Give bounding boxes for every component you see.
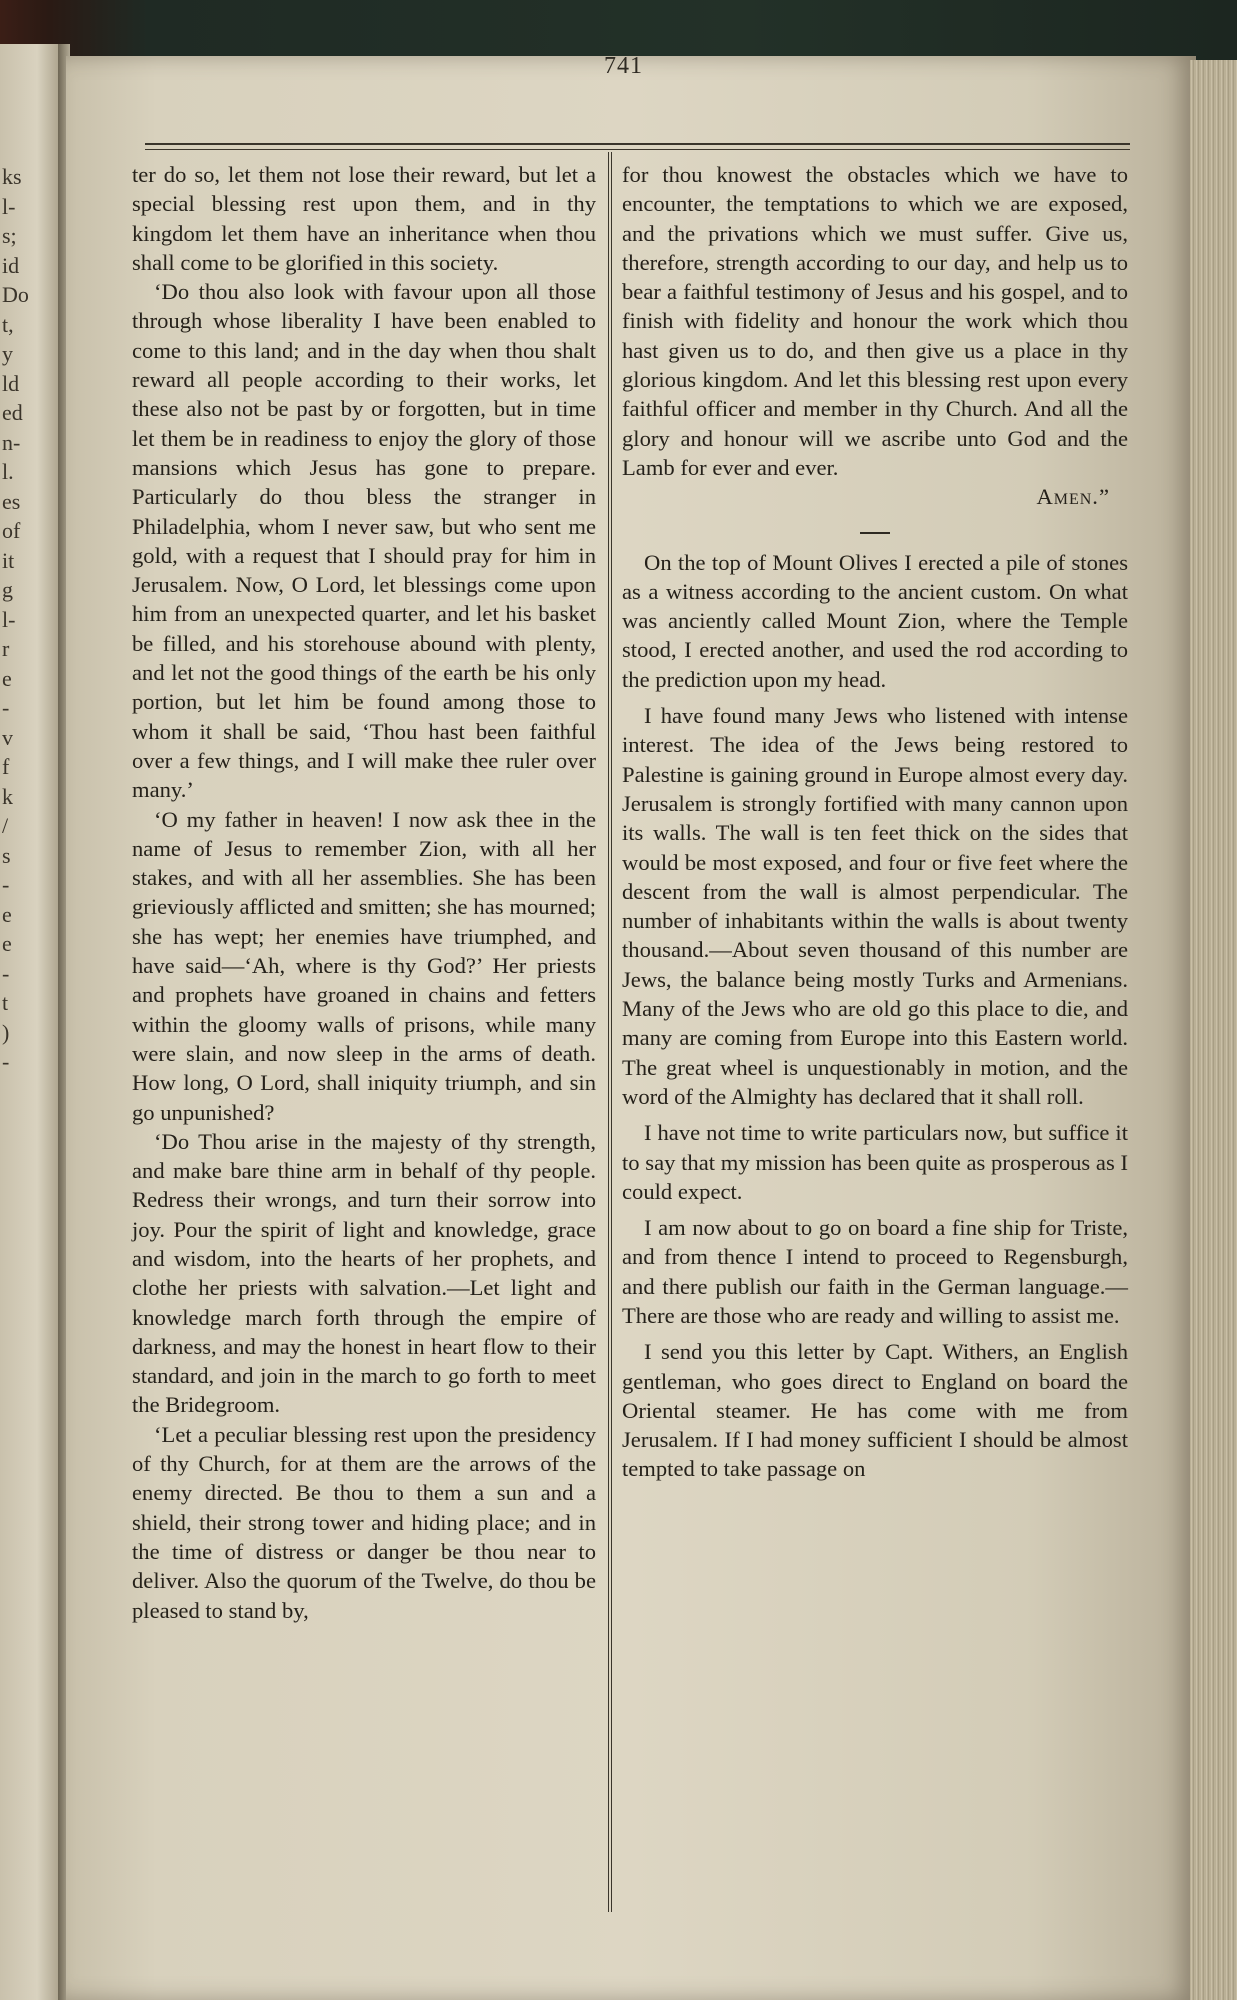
- facing-page-fragment: -: [2, 960, 10, 986]
- facing-page-fragment: k: [2, 783, 13, 809]
- facing-page-fragment: n-: [2, 429, 21, 455]
- facing-page-fragment: s;: [2, 223, 17, 248]
- facing-page-fragment: t,: [2, 311, 14, 337]
- facing-page-fragment: e: [2, 931, 12, 956]
- facing-page-edge: [0, 44, 62, 2000]
- right-paragraph: On the top of Mount Olives I erected a pile of stones as a witness according to the ancient custom. On what was anciently called Mount Zion, where the Temple stood, I erected another, and used the rod according to the prediction upon my head.: [622, 549, 1128, 692]
- right-paragraph: I am now about to go on board a fine ship for Triste, and from thence I intend to proceed to Regensburgh, and there publish our faith in the German language.—There are those who are ready and willing to assist me.: [622, 1215, 1128, 1328]
- facing-page-fragment: s: [2, 842, 11, 868]
- facing-page-fragment: t: [2, 990, 9, 1015]
- page-number: 741: [604, 53, 643, 79]
- facing-page-fragment: l-: [2, 606, 16, 632]
- left-column: [132, 160, 596, 1625]
- facing-page-fragment: e: [2, 665, 12, 691]
- facing-page-fragment: -: [2, 695, 10, 720]
- right-column: [622, 160, 1128, 1484]
- left-paragraph: ‘Do thou also look with favour upon all those through whose liberality I have been enabled to come to this land; and in the day when thou shalt reward all people according to their works, let these also not be past by or forgotten, but in time let them be in readiness to enjoy the glory of those mansions which Jesus has gone to prepare. Particularly do thou bless the stranger in Philadelphia, whom I never saw, but who sent me gold, with a request that I should pray for him in Jerusalem. Now, O Lord, let blessings come upon him from an unexpected quarter, and let his basket be filled, and his storehouse abound with plenty, and let not the good things of the earth be his only portion, but let him be found among those to whom it shall be said, ‘Thou hast been faithful over a few things, and I will make thee ruler over many.’: [132, 279, 596, 803]
- facing-page-fragment: -: [2, 872, 10, 897]
- left-paragraph: ‘Do Thou arise in the majesty of thy strength, and make bare thine arm in behalf of thy people. Redress their wrongs, and turn their sorrow into joy. Pour the spirit of light and knowledge, grace and wisdom, into the hearts of her prophets, and clothe her priests with salvation.—Let light and knowledge march forth through the empire of darkness, and may the honest in heart flow to their standard, and join in the march to go forth to meet the Bridegroom.: [132, 1128, 596, 1418]
- right-paragraph: I send you this letter by Capt. Withers, an English gentleman, who goes direct to England on board the Oriental steamer. He has come with me from Jerusalem. If I had money sufficient I should be almost tempted to take passage on: [622, 1339, 1128, 1482]
- facing-page-fragment: f: [2, 754, 10, 779]
- facing-page-fragment: v: [2, 724, 13, 750]
- facing-page-fragment: ld: [2, 370, 20, 396]
- facing-page-fragment: Do: [2, 282, 29, 307]
- facing-page-fragment: id: [2, 252, 20, 278]
- facing-page-fragment: it: [2, 547, 15, 573]
- facing-page-fragment: r: [2, 636, 10, 661]
- facing-page-fragment: of: [2, 518, 21, 543]
- section-divider: [860, 532, 890, 534]
- left-paragraph: ‘Let a peculiar blessing rest upon the presidency of thy Church, for at them are the arrows of the enemy directed. Be thou to them a sun and a shield, their strong tower and hiding place; and in the time of distress or danger be thou near to deliver. Also the quorum of the Twelve, do thou be pleased to stand by,: [132, 1421, 596, 1623]
- column-rule: [608, 152, 612, 1912]
- facing-page-fragment: es: [2, 488, 21, 514]
- prayer-ending: for thou knowest the obstacles which we have to encounter, the temptations to which we are exposed, and the privations which we must suffer. Give us, therefore, strength according to our day, and help us to bear a faithful testimony of Jesus and his gospel, and to finish with fidelity and honour the work which thou hast given us to do, and then give us a place in thy glorious kingdom. And let this blessing rest upon every faithful officer and member in thy Church. And all the glory and honour will we ascribe unto God and the Lamb for ever and ever.: [622, 162, 1128, 480]
- facing-page-fragment: /: [2, 813, 9, 838]
- left-paragraph: ter do so, let them not lose their reward, but let a special blessing rest upon them, and in thy kingdom let them have an inheritance when thou shall come to be glorified in this society.: [132, 162, 596, 275]
- facing-page-fragment: ed: [2, 400, 23, 425]
- facing-page-fragment: -: [2, 1049, 10, 1074]
- left-paragraph: ‘O my father in heaven! I now ask thee in the name of Jesus to remember Zion, with all her stakes, and with all her assemblies. She has been grieviously afflicted and smitten; she has mourned; she has wept; her enemies have triumphed, and have said—‘Ah, where is thy God?’ Her priests and prophets have groaned in chains and fetters within the gloomy walls of prisons, while many were slain, and now sleep in the arms of death. How long, O Lord, shall iniquity triumph, and sin go unpunished?: [132, 806, 596, 1125]
- header-rule: [145, 143, 1130, 150]
- facing-page-fragment: y: [2, 341, 13, 366]
- facing-page-fragment: l.: [2, 459, 14, 484]
- right-paragraph: I have not time to write particulars now, but suffice it to say that my mission has been quite as prosperous as I could expect.: [622, 1120, 1128, 1204]
- page-edges: [1190, 60, 1237, 2000]
- right-paragraph: I have found many Jews who listened with intense interest. The idea of the Jews being restored to Palestine is gaining ground in Europe almost every day. Jerusalem is strongly fortified with many cannon upon its walls. The wall is ten feet thick on the sides that would be most exposed, and four or five feet where the descent from the wall is almost perpendicular. The number of inhabitants within the walls is about twenty thousand.—About seven thousand of this number are Jews, the balance being mostly Turks and Armenians. Many of the Jews who are old go this place to die, and many are coming from Europe into this Eastern world. The great wheel is unquestionably in motion, and the word of the Almighty has declared that it shall roll.: [622, 703, 1128, 1109]
- facing-page-fragment: l-: [2, 193, 16, 219]
- facing-page-fragment: e: [2, 901, 12, 927]
- facing-page-fragment: ks: [2, 164, 22, 189]
- amen-signoff: Amen.”: [1036, 484, 1110, 510]
- facing-page-fragment: ): [2, 1019, 10, 1045]
- facing-page-fragment: g: [2, 577, 13, 602]
